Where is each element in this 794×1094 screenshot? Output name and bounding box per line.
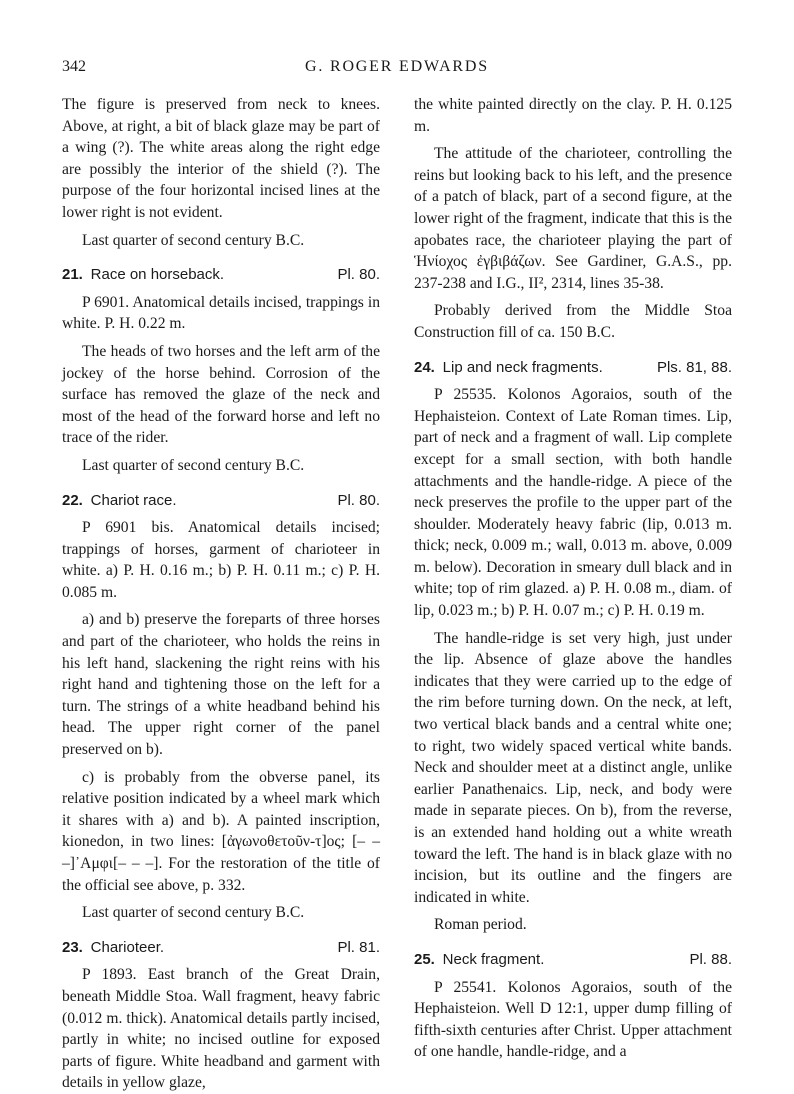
entry-24-text: The handle-ridge is set very high, just under the lip. Absence of glaze above the handles indicates that they were carried up to the edge of the rim before turning down. On the neck, at left, two vertical black bands and a central white one; to right, two widely spaced vertical white bands. Neck and shoulder meet at a distinct angle, unlike earlier Panathenaics. Lip, neck, and body were made in separate pieces. On b), from the reverse, is an extended hand holding out a white wreath toward the left. The hand is in black glaze with no incision, but its outline and the fingers are indicated in white.	[414, 629, 732, 906]
entry-24-date: Roman period.	[434, 916, 527, 934]
entry-24-plate: Pls. 81, 88.	[656, 358, 732, 376]
entry-21-number: 21.	[62, 266, 83, 284]
entry-22-title: Chariot race.	[90, 491, 177, 509]
entry-22-description: P 6901 bis. Anatomical details incised; trappings of horses, garment of charioteer in white. a) P. H. 0.16 m.; b) P. H. 0.11 m.; c) P. H. 0.085 m.	[62, 519, 380, 601]
entry-24-number: 24.	[414, 358, 435, 376]
entry-22-text-1: a) and b) preserve the foreparts of three horses and part of the charioteer, who holds the reins in his left hand, slackening the right reins with his right hand and tightening those on the left for a turn. The strings of a white headband behind his head. The upper right corner of the panel preserved on b).	[62, 611, 380, 759]
entry-23-heading	[62, 937, 380, 959]
page-header	[0, 58, 794, 84]
entry-22-number: 22.	[62, 491, 83, 509]
entry-25-heading	[414, 949, 732, 971]
page-number: 342	[62, 58, 86, 75]
entry-24-heading	[414, 357, 732, 379]
entry-22-heading	[62, 490, 380, 512]
entry-22-date: Last quarter of second century B.C.	[82, 904, 305, 922]
intro-paragraph: The figure is preserved from neck to knees. Above, at right, a bit of black glaze may be part of a wing (?). The white areas along the right edge are possibly the interior of the shield (?). The purpose of the four horizontal incised lines at the lower right is not evident.	[62, 96, 380, 221]
entry-21-date: Last quarter of second century B.C.	[82, 456, 305, 474]
entry-25-plate: Pl. 88.	[689, 950, 732, 968]
entry-21-text: The heads of two horses and the left arm of the jockey of the horse behind. Corrosion of the surface has removed the glaze of the neck and most of the head of the forward horse and left no trace of the rider.	[62, 342, 380, 447]
entry-21-heading	[62, 264, 380, 286]
right-column	[414, 94, 732, 1063]
entry-21-title: Race on horseback.	[90, 266, 225, 284]
entry-24-title: Lip and neck fragments.	[442, 358, 603, 376]
intro-date: Last quarter of second century B.C.	[82, 231, 305, 249]
entry-25-description: P 25541. Kolonos Agoraios, south of the Hephaisteion. Well D 12:1, upper dump filling of fifth-sixth centuries after Christ. Upper attachment of one handle, handle-ridge, and a	[414, 978, 732, 1061]
entry-22-plate: Pl. 80.	[337, 491, 380, 509]
entry-23-number: 23.	[62, 938, 83, 956]
entry-23-title: Charioteer.	[90, 938, 165, 956]
entry-23-plate: Pl. 81.	[337, 938, 380, 956]
left-column	[62, 94, 380, 1094]
entry-24-description: P 25535. Kolonos Agoraios, south of the Hephaisteion. Context of Late Roman times. Lip, part of neck and a fragment of wall. Lip complete except for a small section, with both handle attachments and the handle-ridge. A piece of the neck preserves the profile to the upper part of the shoulder. Moderately heavy fabric (lip, 0.013 m. thick; neck, 0.009 m.; wall, 0.013 m. above, 0.009 m. below). Decoration in smeary dull black and in white; top of rim glazed. a) P. H. 0.08 m., diam. of lip, 0.023 m.; b) P. H. 0.07 m.; c) P. H. 0.19 m.	[414, 386, 732, 620]
entry-22-text-2: c) is probably from the obverse panel, its relative position indicated by a wheel mark which it shares with a) and b). A painted inscription, kionedon, in two lines: [ἀγωνοθετοῦν-τ]ος; [– – –]᾿Αμφι[– – –]. For the restoration of the title of the official see above, p. 332.	[62, 768, 380, 894]
entry-23-continuation: the white painted directly on the clay. P. H. 0.125 m.	[414, 96, 732, 135]
entry-21-plate: Pl. 80.	[337, 266, 380, 284]
entry-23-description: P 1893. East branch of the Great Drain, beneath Middle Stoa. Wall fragment, heavy fabric (0.012 m. thick). Anatomical details partly incised, partly in white; no incised outline for exposed parts of figure. White headband and garment with details in yellow glaze,	[62, 966, 380, 1092]
entry-25-number: 25.	[414, 950, 435, 968]
entry-23-text: The attitude of the charioteer, controlling the reins but looking back to his left, and the presence of a patch of black, part of a second figure, at the lower right of the fragment, indicate that this is the apobates race, the charioteer playing the part of Ἡνίοχος ἐγβιβάζων. See Gardiner, G.A.S., pp. 237-238 and I.G., II², 2314, lines 35-38.	[414, 145, 732, 292]
entry-21-description: P 6901. Anatomical details incised, trappings in white. P. H. 0.22 m.	[62, 293, 380, 333]
entry-23-note: Probably derived from the Middle Stoa Construction fill of ca. 150 B.C.	[414, 302, 732, 341]
running-title: G. ROGER EDWARDS	[305, 58, 489, 75]
entry-25-title: Neck fragment.	[442, 950, 545, 968]
